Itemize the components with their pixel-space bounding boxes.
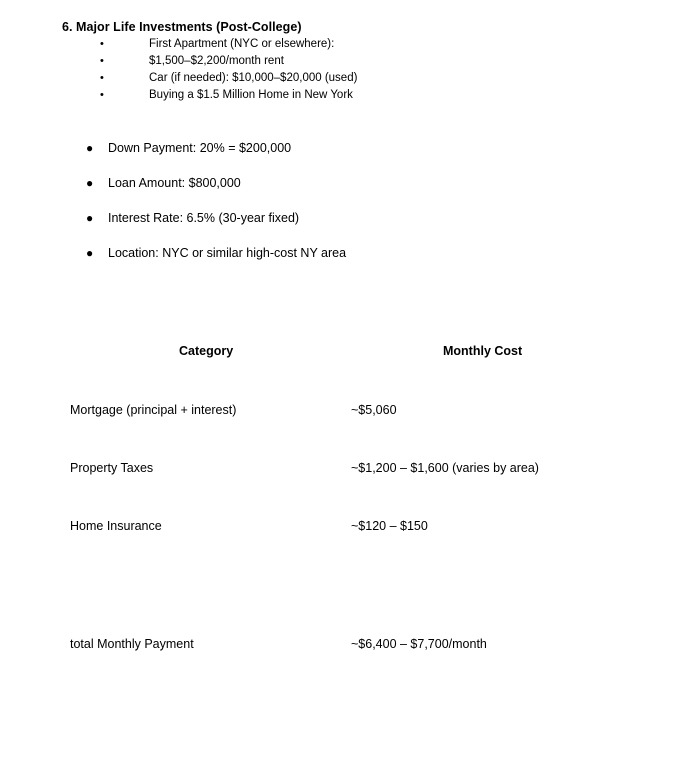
list-item-label: $1,500–$2,200/month rent (149, 55, 284, 67)
bullet-icon: ● (86, 211, 94, 225)
list-item-label: First Apartment (NYC or elsewhere): (149, 38, 335, 50)
list-item (62, 138, 662, 173)
main-bullet-list (62, 138, 662, 278)
bullet-icon: ● (86, 141, 94, 155)
bullet-icon: ● (86, 246, 94, 260)
cell-category: Home Insurance (70, 519, 162, 533)
cell-monthly-cost: ~$120 – $150 (351, 519, 428, 533)
bullet-icon: • (100, 38, 104, 50)
bullet-icon: • (100, 72, 104, 84)
list-item (62, 53, 662, 70)
list-item (62, 36, 662, 53)
cell-category: Property Taxes (70, 461, 154, 475)
table-row (70, 461, 670, 519)
cost-table (70, 344, 670, 695)
column-header-monthly-cost: Monthly Cost (443, 344, 523, 358)
table-row (70, 519, 670, 637)
list-item (62, 243, 662, 278)
cell-monthly-cost: ~$6,400 – $7,700/month (351, 637, 487, 651)
list-item (62, 70, 662, 87)
cell-category: Mortgage (principal + interest) (70, 403, 237, 417)
bullet-icon: ● (86, 176, 94, 190)
list-item-label: Location: NYC or similar high-cost NY area (108, 246, 347, 260)
list-item-label: Car (if needed): $10,000–$20,000 (used) (149, 72, 358, 84)
bullet-icon: • (100, 89, 104, 101)
table-row (70, 403, 670, 461)
list-item-label: Interest Rate: 6.5% (30-year fixed) (108, 211, 300, 225)
list-item (62, 87, 662, 104)
section-heading: 6. Major Life Investments (Post-College) (62, 20, 302, 34)
sub-bullet-list (62, 36, 662, 104)
cell-monthly-cost: ~$5,060 (351, 403, 397, 417)
cell-monthly-cost: ~$1,200 – $1,600 (varies by area) (351, 461, 539, 475)
table-row (70, 637, 670, 695)
list-item-label: Buying a $1.5 Million Home in New York (149, 89, 353, 101)
list-item (62, 173, 662, 208)
list-item-label: Loan Amount: $800,000 (108, 176, 241, 190)
column-header-category: Category (179, 344, 234, 358)
list-item-label: Down Payment: 20% = $200,000 (108, 141, 292, 155)
list-item (62, 208, 662, 243)
bullet-icon: • (100, 55, 104, 67)
cell-category: total Monthly Payment (70, 637, 194, 651)
table-header-row (70, 344, 670, 403)
